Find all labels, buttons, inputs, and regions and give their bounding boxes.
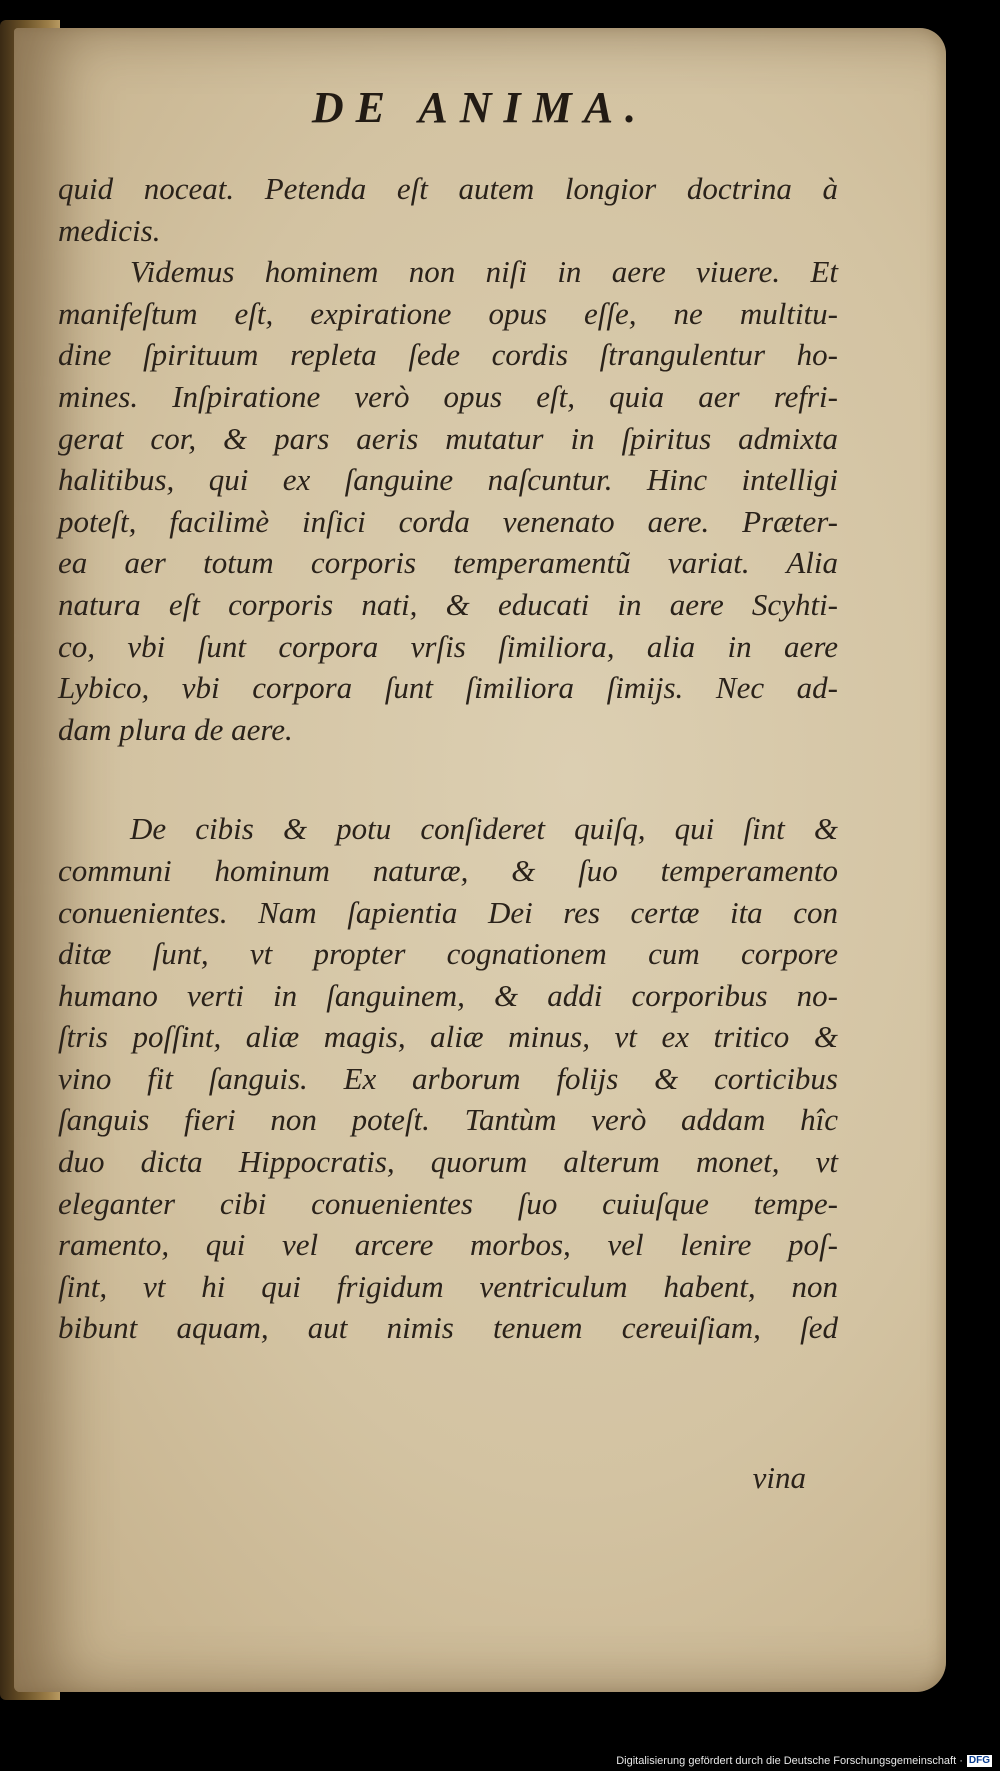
- text-line: humano verti in ſanguinem, & addi corporibus no-: [58, 977, 838, 1013]
- paragraph-3: [58, 808, 838, 1349]
- digitization-credit: [616, 1755, 992, 1767]
- text-line: ramento, qui vel arcere morbos, vel lenire poſ-: [58, 1227, 838, 1263]
- text-line: Videmus hominem non niſi in aere viuere. Et: [130, 254, 838, 290]
- running-head: DE ANIMA.: [311, 83, 649, 132]
- text-line: conuenientes. Nam ſapientia Dei res certæ ita con: [58, 894, 838, 930]
- text-line: ſint, vt hi qui frigidum ventriculum habent, non: [58, 1268, 838, 1304]
- text-line: ditæ ſunt, vt propter cognationem cum corpore: [58, 936, 838, 972]
- paragraph-2: [58, 251, 838, 750]
- text-line: Lybico, vbi corpora ſunt ſimiliora ſimijs. Nec ad-: [58, 670, 838, 706]
- text-line: dam plura de aere.: [58, 711, 293, 747]
- text-line: gerat cor, & pars aeris mutatur in ſpiritus admixta: [58, 420, 838, 456]
- text-line: halitibus, qui ex ſanguine naſcuntur. Hinc intelligi: [58, 462, 838, 498]
- text-line: duo dicta Hippocratis, quorum alterum monet, vt: [58, 1144, 838, 1180]
- page-text: [58, 168, 838, 1349]
- text-line: poteſt, facilimè inſici corda venenato aere. Præter-: [58, 503, 838, 539]
- text-line: dine ſpirituum repleta ſede cordis ſtrangulentur ho-: [58, 337, 838, 373]
- text-line: ſanguis fieri non poteſt. Tantùm verò addam hîc: [58, 1102, 838, 1138]
- text-line: natura eſt corporis nati, & educati in aere Scyhti-: [58, 586, 838, 622]
- text-line: manifeſtum eſt, expiratione opus eſſe, ne multitu-: [58, 295, 838, 331]
- text-line: eleganter cibi conuenientes ſuo cuiuſque tempe-: [58, 1185, 838, 1221]
- book-page: [14, 28, 946, 1692]
- paragraph-gap: [58, 750, 838, 808]
- paragraph-1: [58, 168, 838, 251]
- catchword: vina: [752, 1460, 806, 1495]
- text-line: quid noceat. Petenda eſt autem longior doctrina à: [58, 171, 838, 206]
- text-line: vino fit ſanguis. Ex arborum folijs & corticibus: [58, 1060, 838, 1096]
- credit-text: Digitalisierung gefördert durch die Deutsche Forschungsgemeinschaft ·: [616, 1754, 963, 1767]
- text-line: mines. Inſpiratione verò opus eſt, quia aer refri-: [58, 378, 838, 414]
- text-line: communi hominum naturæ, & ſuo temperamento: [58, 852, 838, 888]
- text-line: medicis.: [58, 212, 161, 248]
- text-line: ea aer totum corporis temperamentũ variat. Alia: [58, 545, 838, 581]
- text-line: co, vbi ſunt corpora vrſis ſimiliora, alia in aere: [58, 628, 838, 664]
- text-line: ſtris poſſint, aliæ magis, aliæ minus, vt ex tritico &: [58, 1019, 838, 1055]
- text-line: bibunt aquam, aut nimis tenuem cereuiſiam, ſed: [58, 1310, 838, 1346]
- text-line: De cibis & potu conſideret quiſq, qui ſint &: [130, 811, 838, 847]
- dfg-logo: DFG: [968, 1755, 990, 1766]
